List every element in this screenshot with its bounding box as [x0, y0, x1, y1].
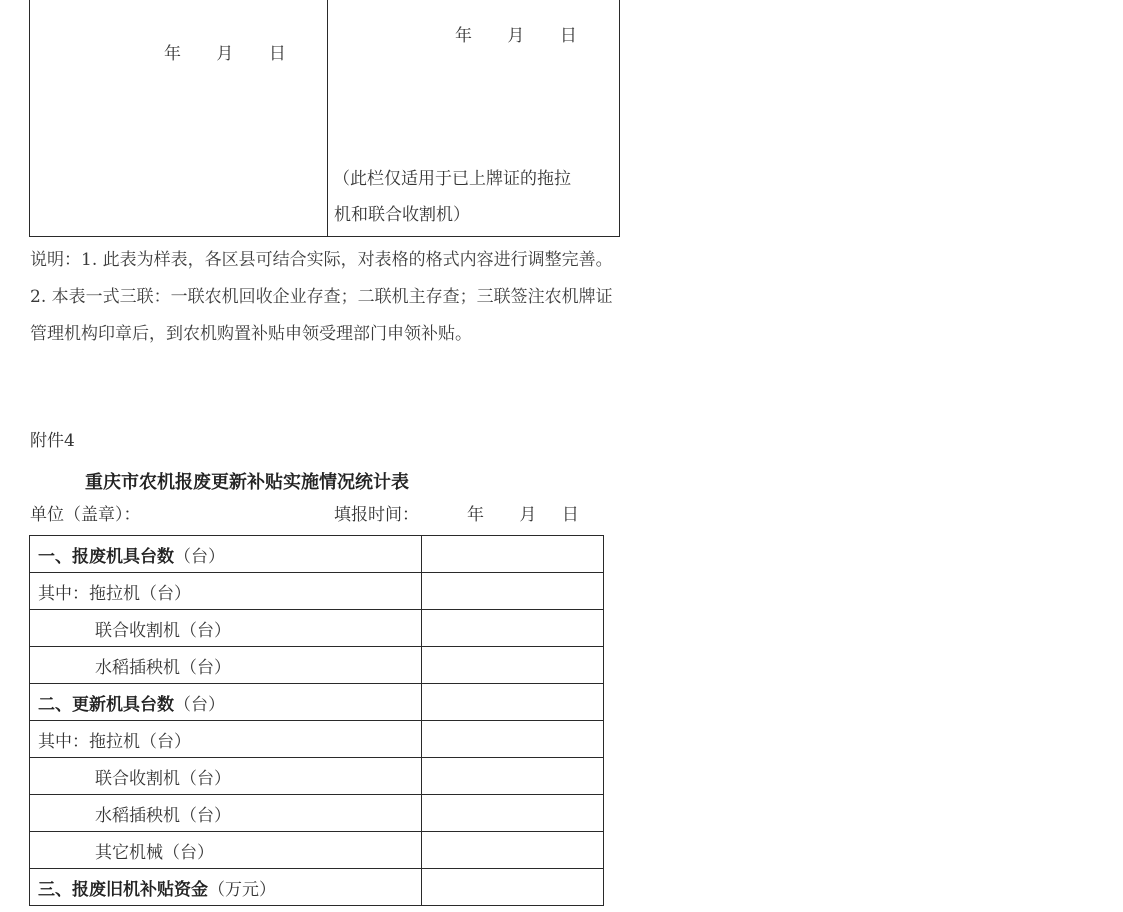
table-row	[30, 869, 604, 906]
left-date-month: 月	[216, 44, 234, 64]
attachment-label: 附件4	[30, 431, 75, 451]
note-line-1: 说明：1. 此表为样表，各区县可结合实际，对表格的格式内容进行调整完善。	[30, 250, 613, 270]
row-label-cell	[30, 869, 422, 906]
statistics-table	[29, 535, 604, 906]
signature-table	[29, 0, 620, 237]
row-label: 水稻插秧机（台）	[95, 657, 231, 678]
row-value-cell[interactable]	[422, 536, 604, 573]
fill-time-label: 填报时间：	[334, 505, 419, 525]
row-value-cell[interactable]	[422, 795, 604, 832]
row-value-cell[interactable]	[422, 721, 604, 758]
row-label-bold: 一、报废机具台数	[38, 546, 174, 567]
note-line-3: 管理机构印章后，到农机购置补贴申领受理部门申领补贴。	[30, 324, 472, 344]
right-date-year: 年	[455, 26, 472, 46]
row-label-bold: 三、报废旧机补贴资金	[38, 879, 208, 900]
form-title: 重庆市农机报废更新补贴实施情况统计表	[85, 472, 409, 493]
row-label-cell	[30, 758, 422, 795]
table-column-divider	[327, 0, 328, 236]
row-label-cell	[30, 536, 422, 573]
row-label: 其中：拖拉机（台）	[38, 583, 191, 604]
unit-label: 单位（盖章）：	[30, 505, 141, 525]
right-date-month: 月	[507, 26, 525, 46]
note-line-2: 2. 本表一式三联：一联农机回收企业存查；二联机主存查；三联签注农机牌证	[30, 287, 613, 307]
row-label: 联合收割机（台）	[95, 620, 231, 641]
left-date-day: 日	[268, 44, 286, 64]
row-label-cell	[30, 610, 422, 647]
row-label-cell	[30, 721, 422, 758]
row-label: 其它机械（台）	[95, 842, 214, 863]
row-label-cell	[30, 573, 422, 610]
row-value-cell[interactable]	[422, 610, 604, 647]
row-label: 其中：拖拉机（台）	[38, 731, 191, 752]
row-value-cell[interactable]	[422, 684, 604, 721]
table-row	[30, 610, 604, 647]
fill-date-month: 月	[519, 505, 537, 525]
right-note-line-1: （此栏仅适用于已上牌证的拖拉	[333, 169, 571, 189]
row-label-cell	[30, 832, 422, 869]
right-date	[455, 28, 577, 45]
fill-date-year: 年	[467, 505, 484, 525]
row-label: 联合收割机（台）	[95, 768, 231, 789]
row-label-cell	[30, 684, 422, 721]
left-date	[164, 46, 286, 63]
table-row	[30, 536, 604, 573]
row-label: （万元）	[208, 879, 276, 900]
row-value-cell[interactable]	[422, 647, 604, 684]
row-label: 水稻插秧机（台）	[95, 805, 231, 826]
left-date-year: 年	[164, 44, 181, 64]
row-label: （台）	[174, 546, 225, 567]
fill-date-day: 日	[561, 505, 579, 525]
row-label: （台）	[174, 694, 225, 715]
table-row	[30, 647, 604, 684]
row-value-cell[interactable]	[422, 869, 604, 906]
table-row	[30, 684, 604, 721]
table-row	[30, 758, 604, 795]
right-date-day: 日	[559, 26, 577, 46]
table-row	[30, 795, 604, 832]
table-row	[30, 573, 604, 610]
row-value-cell[interactable]	[422, 573, 604, 610]
row-label-bold: 二、更新机具台数	[38, 694, 174, 715]
fill-date	[467, 507, 579, 524]
row-value-cell[interactable]	[422, 832, 604, 869]
row-label-cell	[30, 795, 422, 832]
table-row	[30, 832, 604, 869]
row-value-cell[interactable]	[422, 758, 604, 795]
row-label-cell	[30, 647, 422, 684]
table-row	[30, 721, 604, 758]
right-note-line-2: 机和联合收割机）	[334, 205, 470, 225]
